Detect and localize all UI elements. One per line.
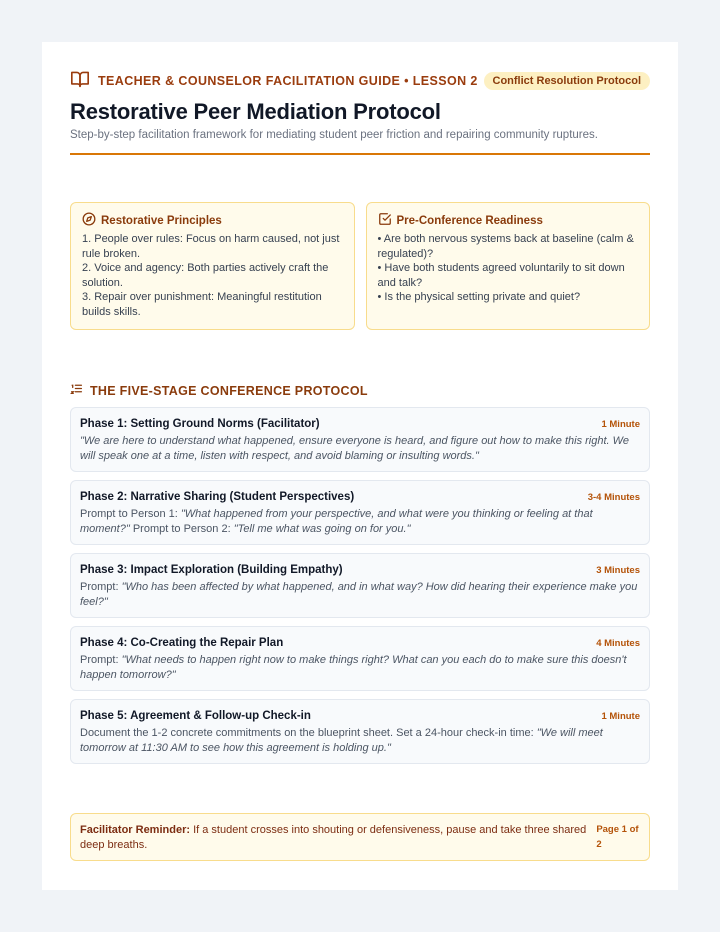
principle-line: 2. Voice and agency: Both parties actively craft the solution. [82,262,329,289]
principles-card [70,202,355,330]
page-title: Restorative Peer Mediation Protocol [70,99,441,124]
reminder-label: Facilitator Reminder: [80,824,191,836]
principle-line: 1. People over rules: Focus on harm caused, not just rule broken. [82,233,340,260]
open-book-icon [70,70,90,93]
readiness-title: Pre-Conference Readiness [396,215,543,227]
readiness-line: • Have both students agreed voluntarily to sit down and talk? [377,262,625,289]
phase-list [70,407,650,772]
readiness-line: • Is the physical setting private and quiet? [377,291,581,304]
phase-quote: "What happened from your perspective, and what were you thinking or feeling at that moment?" [80,508,593,535]
phase-quote: "We are here to understand what happened, ensure everyone is heard, and figure out how to make this right. We will speak one at a time, listen with respect, and avoid blaming or insulting words." [80,435,629,462]
checkbox-icon [378,212,392,231]
phase-title: Phase 1: Setting Ground Norms (Facilitator) [80,418,320,430]
phase-prompt: Prompt to Person 1: [80,508,181,520]
phase-title: Phase 2: Narrative Sharing (Student Perspectives) [80,491,355,503]
phase-prompt: Document the 1-2 concrete commitments on the blueprint sheet. Set a 24-hour check-in time: [80,727,537,739]
phase-body [80,507,640,536]
phase-body [80,726,640,755]
phase-quote: "Who has been affected by what happened, and in what way? How did hearing their experience make you feel?" [80,581,638,608]
phase-card [70,626,650,691]
principle-line: 3. Repair over punishment: Meaningful restitution builds skills. [82,291,322,318]
reminder-text [80,823,596,851]
phase-quote: "We will meet tomorrow at 11:30 AM to see how this agreement is holding up." [80,727,603,754]
phase-duration: 1 Minute [601,710,640,722]
phase-card [70,553,650,618]
phase-title: Phase 5: Agreement & Follow-up Check-in [80,710,311,722]
facilitator-reminder [70,813,650,861]
phase-card [70,407,650,472]
page-subtitle: Step-by-step facilitation framework for mediating student peer friction and repairing community ruptures. [70,129,598,141]
phase-body [80,580,640,609]
compass-icon [82,212,96,231]
list-icon [70,382,83,400]
phase-prompt: Prompt: [80,654,122,666]
eyebrow-text: TEACHER & COUNSELOR FACILITATION GUIDE • LESSON 2 [98,74,478,88]
protocol-heading [70,382,368,400]
document-page [42,42,678,890]
phase-card [70,699,650,764]
header-divider [70,153,650,155]
phase-quote: "Tell me what was going on for you." [233,522,411,535]
phase-prompt: Prompt to Person 2: [129,522,234,535]
phase-duration: 3-4 Minutes [587,491,640,503]
phase-title: Phase 4: Co-Creating the Repair Plan [80,637,284,649]
phase-duration: 1 Minute [601,418,640,430]
phase-duration: 3 Minutes [596,564,640,576]
phase-card [70,480,650,545]
phase-duration: 4 Minutes [596,637,640,649]
phase-quote: "What needs to happen right now to make things right? What can you each do to make sure this doesn't happen tomorrow?" [80,654,627,681]
phase-body [80,434,640,463]
info-cards [70,202,650,330]
document-header [70,72,650,155]
phase-title: Phase 3: Impact Exploration (Building Empathy) [80,564,343,576]
readiness-line: • Are both nervous systems back at baseline (calm & regulated)? [377,233,634,260]
reminder-body: If a student crosses into shouting or defensiveness, pause and take three shared deep breaths. [80,824,587,851]
phase-prompt: Prompt: [80,581,122,593]
eyebrow [70,70,478,93]
readiness-card [366,202,651,330]
protocol-badge: Conflict Resolution Protocol [484,72,651,90]
protocol-title: THE FIVE-STAGE CONFERENCE PROTOCOL [90,384,368,398]
eyebrow-row [70,72,650,90]
phase-body [80,653,640,682]
page-number: Page 1 of 2 [596,824,639,850]
principles-title: Restorative Principles [101,215,222,227]
